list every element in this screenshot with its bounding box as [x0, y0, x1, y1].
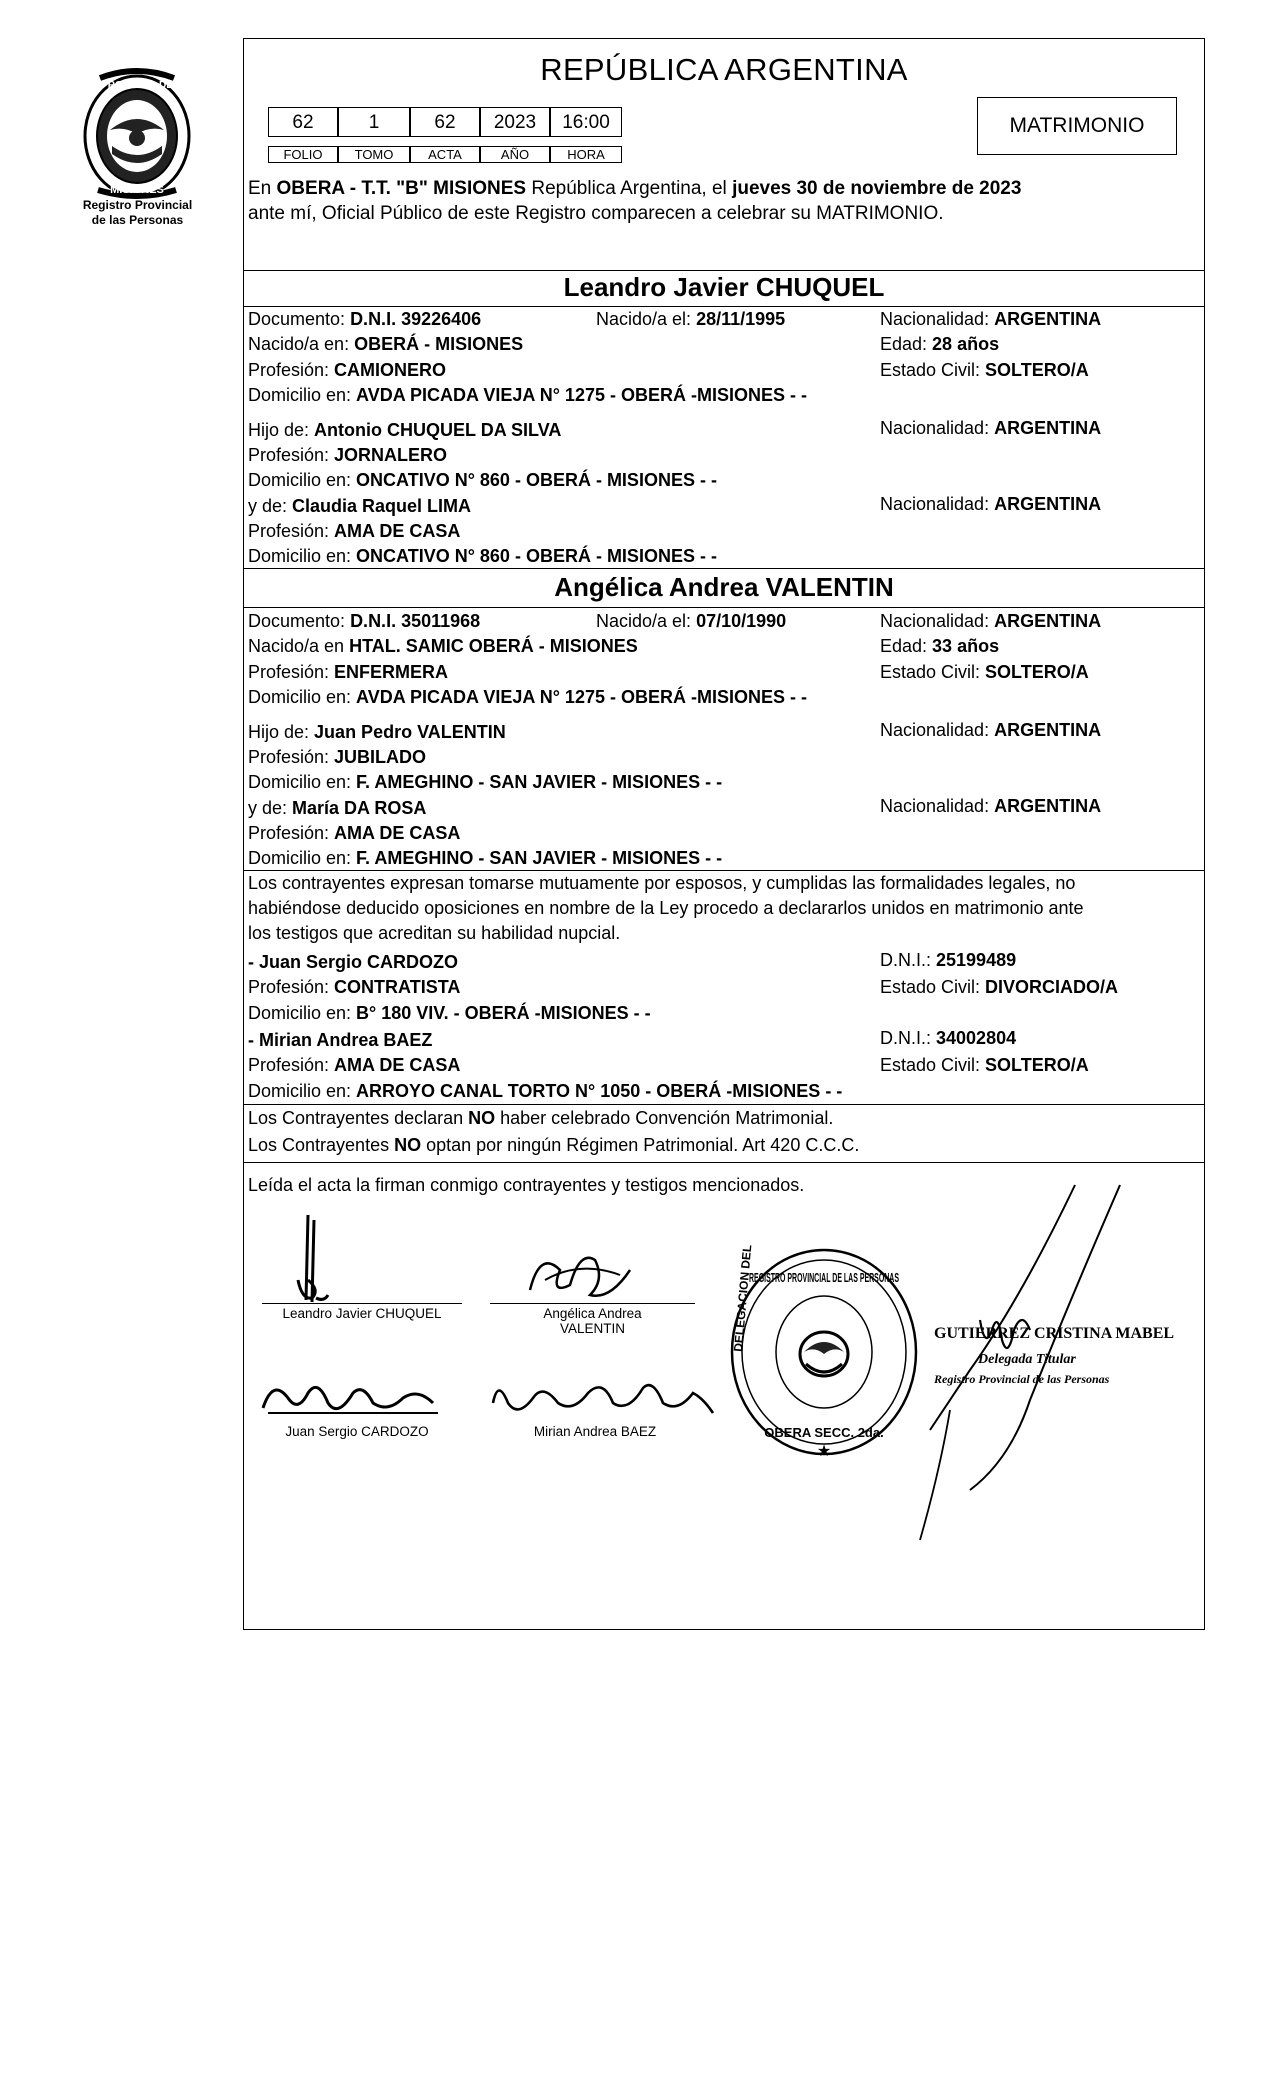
office-round-seal: [724, 1242, 924, 1462]
bride-signature-label: Angélica Andrea VALENTIN: [543, 1306, 642, 1336]
intro-line1: En OBERA - T.T. "B" MISIONES República Argentina, el jueves 30 de noviembre de 2023: [248, 178, 1022, 199]
bride-address: Domicilio en: AVDA PICADA VIEJA N° 1275 - OBERÁ -MISIONES - -: [248, 687, 807, 707]
witness1-profession: Profesión: CONTRATISTA: [248, 977, 461, 997]
groom-father: Hijo de: Antonio CHUQUEL DA SILVA: [248, 420, 562, 440]
witness1-address: Domicilio en: B° 180 VIV. - OBERÁ -MISIONES - -: [248, 1003, 651, 1023]
groom-name: Leandro Javier CHUQUEL: [563, 272, 885, 302]
groom-father-profession: Profesión: JORNALERO: [248, 445, 448, 465]
acta-value: 62: [410, 107, 480, 137]
official-stamp-name: GUTIERREZ CRISTINA MABEL: [934, 1325, 1175, 1342]
provincial-logo: [80, 68, 195, 198]
bride-name: Angélica Andrea VALENTIN: [554, 572, 894, 602]
divider: [243, 1162, 1205, 1163]
intro-place: OBERA - T.T. "B" MISIONES: [276, 178, 527, 199]
bride-birthplace: Nacido/a en HTAL. SAMIC OBERÁ - MISIONES: [248, 636, 638, 656]
witness2-profession: Profesión: AMA DE CASA: [248, 1055, 461, 1075]
official-signature: [910, 1180, 1170, 1550]
bride-father-address: Domicilio en: F. AMEGHINO - SAN JAVIER - MISIONES - -: [248, 772, 723, 792]
divider: [243, 568, 1205, 569]
bride-mother-nationality: Nacionalidad: ARGENTINA: [880, 796, 1102, 816]
tomo-value: 1: [338, 107, 410, 137]
witness1-civil-status: Estado Civil: DIVORCIADO/A: [880, 977, 1119, 997]
bride-mother: y de: María DA ROSA: [248, 798, 427, 818]
anio-value: 2023: [480, 107, 550, 137]
folio-value: 62: [268, 107, 338, 137]
bride-profession: Profesión: ENFERMERA: [248, 662, 449, 682]
bride-nationality: Nacionalidad: ARGENTINA: [880, 611, 1102, 631]
bride-birthdate: Nacido/a el: 07/10/1990: [596, 611, 787, 631]
seal-ring-left: DELEGACION DEL: [731, 1244, 755, 1353]
bride-signature-line: [490, 1303, 695, 1304]
groom-father-nationality: Nacionalidad: ARGENTINA: [880, 418, 1102, 438]
witness2-signature-label: Mirian Andrea BAEZ: [533, 1424, 657, 1439]
seal-ring-top: REGISTRO PROVINCIAL DE LAS PERSONAS: [749, 1270, 900, 1285]
divider: [243, 1104, 1205, 1105]
bride-mother-address: Domicilio en: F. AMEGHINO - SAN JAVIER - MISIONES - -: [248, 848, 723, 868]
intro-date: jueves 30 de noviembre de 2023: [732, 178, 1022, 199]
groom-signature: [268, 1210, 378, 1310]
declaration-line1: Los contrayentes expresan tomarse mutuamente por esposos, y cumplidas las formalidades legales, no: [248, 873, 1076, 893]
groom-mother: y de: Claudia Raquel LIMA: [248, 496, 472, 516]
groom-father-address: Domicilio en: ONCATIVO N° 860 - OBERÁ - MISIONES - -: [248, 470, 717, 490]
note-patrimonial-regime: Los Contrayentes NO optan por ningún Régimen Patrimonial. Art 420 C.C.C.: [248, 1135, 860, 1155]
witness2-dni: D.N.I.: 34002804: [880, 1028, 1017, 1048]
bride-father: Hijo de: Juan Pedro VALENTIN: [248, 722, 506, 742]
divider: [243, 306, 1205, 307]
logo-seal-top: PROVINCIA DE: [101, 80, 173, 91]
tomo-label: TOMO: [338, 146, 410, 163]
bride-signature: [520, 1240, 640, 1310]
bride-document: Documento: D.N.I. 35011968: [248, 611, 481, 631]
official-stamp-office: Registro Provincial de las Personas: [934, 1372, 1110, 1386]
groom-age: Edad: 28 años: [880, 334, 1000, 354]
witness2-name: - Mirian Andrea BAEZ: [248, 1030, 433, 1050]
groom-civil-status: Estado Civil: SOLTERO/A: [880, 360, 1089, 380]
witness1-signature-label: Juan Sergio CARDOZO: [285, 1424, 429, 1439]
page-title: REPÚBLICA ARGENTINA: [540, 52, 908, 87]
bride-civil-status: Estado Civil: SOLTERO/A: [880, 662, 1089, 682]
witness2-signature: [488, 1368, 728, 1428]
logo-caption: [60, 198, 215, 228]
divider: [243, 870, 1205, 871]
witness1-signature: [258, 1368, 448, 1428]
groom-mother-profession: Profesión: AMA DE CASA: [248, 521, 461, 541]
bride-age: Edad: 33 años: [880, 636, 1000, 656]
groom-address: Domicilio en: AVDA PICADA VIEJA N° 1275 - OBERÁ -MISIONES - -: [248, 385, 807, 405]
logo-seal-bottom: MISIONES: [110, 184, 164, 196]
bride-mother-profession: Profesión: AMA DE CASA: [248, 823, 461, 843]
hora-value: 16:00: [550, 107, 622, 137]
groom-document: Documento: D.N.I. 39226406: [248, 309, 482, 329]
witness2-address: Domicilio en: ARROYO CANAL TORTO N° 1050 - OBERÁ -MISIONES - -: [248, 1081, 843, 1101]
groom-profession: Profesión: CAMIONERO: [248, 360, 447, 380]
groom-birthdate: Nacido/a el: 28/11/1995: [596, 309, 786, 329]
declaration-line3: los testigos que acreditan su habilidad nupcial.: [248, 923, 621, 943]
divider: [243, 607, 1205, 608]
bride-father-profession: Profesión: JUBILADO: [248, 747, 427, 767]
groom-nationality: Nacionalidad: ARGENTINA: [880, 309, 1102, 329]
logo-caption-line2: de las Personas: [91, 213, 184, 227]
groom-mother-nationality: Nacionalidad: ARGENTINA: [880, 494, 1102, 514]
groom-birthplace: Nacido/a en: OBERÁ - MISIONES: [248, 334, 524, 354]
seal-ring-bottom: OBERA SECC. 2da.: [764, 1425, 884, 1440]
folio-label: FOLIO: [268, 146, 338, 163]
groom-signature-label: Leandro Javier CHUQUEL: [282, 1306, 442, 1321]
divider: [243, 270, 1205, 271]
witness1-dni: D.N.I.: 25199489: [880, 950, 1017, 970]
witness2-civil-status: Estado Civil: SOLTERO/A: [880, 1055, 1089, 1075]
hora-label: HORA: [550, 146, 622, 163]
groom-mother-address: Domicilio en: ONCATIVO N° 860 - OBERÁ - MISIONES - -: [248, 546, 717, 566]
groom-signature-line: [262, 1303, 462, 1304]
witness1-name: - Juan Sergio CARDOZO: [248, 952, 459, 972]
signatures-intro: Leída el acta la firman conmigo contrayentes y testigos mencionados.: [248, 1175, 805, 1195]
bride-father-nationality: Nacionalidad: ARGENTINA: [880, 720, 1102, 740]
declaration-line2: habiéndose deducido oposiciones en nombre de la Ley procedo a declararlos unidos en matrimonio ante: [248, 898, 1084, 918]
seal-star-icon: ★: [816, 1441, 832, 1460]
logo-caption-line1: Registro Provincial: [82, 198, 193, 212]
intro-line2: ante mí, Oficial Público de este Registro comparecen a celebrar su MATRIMONIO.: [248, 203, 944, 224]
act-type-box: MATRIMONIO: [977, 97, 1177, 155]
acta-label: ACTA: [410, 146, 480, 163]
official-stamp-title: Delegada Titular: [978, 1352, 1076, 1367]
anio-label: AÑO: [480, 146, 550, 163]
note-convention: Los Contrayentes declaran NO haber celebrado Convención Matrimonial.: [248, 1108, 834, 1128]
